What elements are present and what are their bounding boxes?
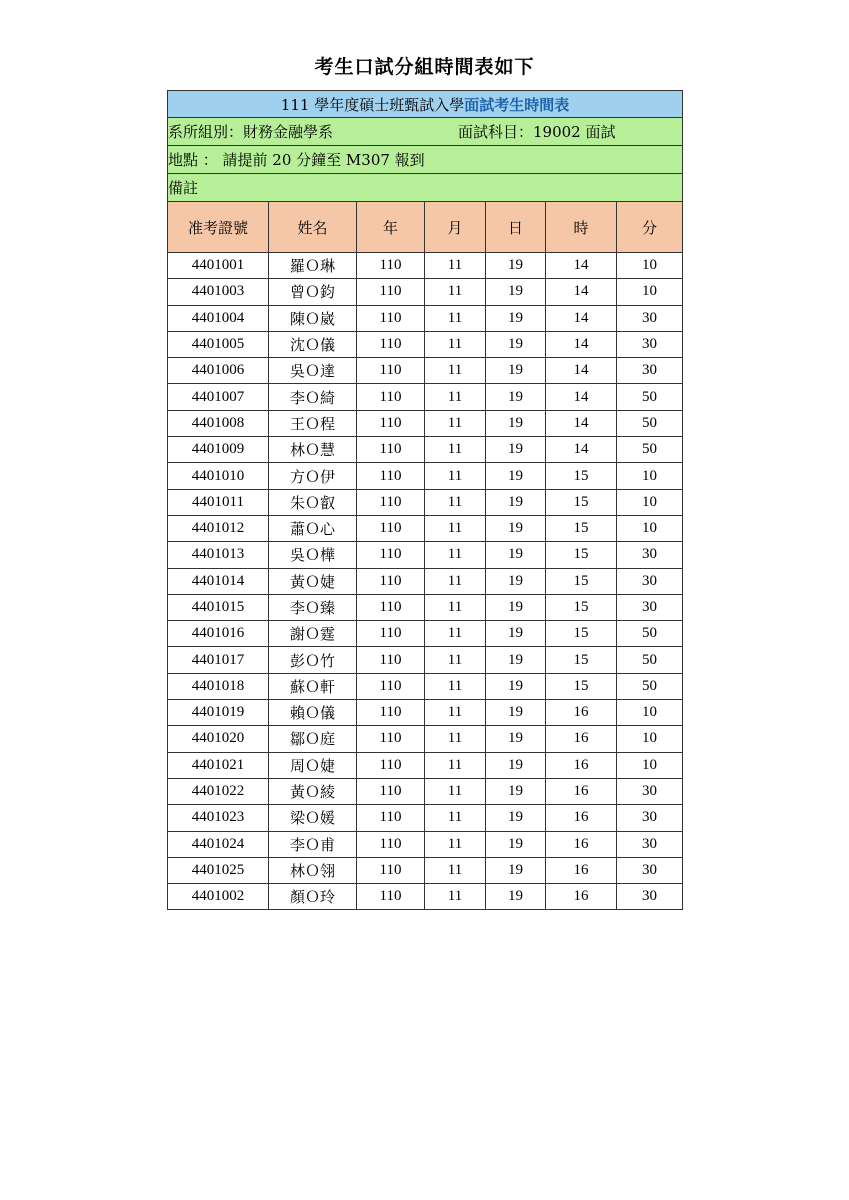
cell-month: 11 bbox=[425, 384, 486, 410]
cell-hour: 15 bbox=[546, 621, 617, 647]
table-row bbox=[168, 515, 683, 541]
cell-month: 11 bbox=[425, 331, 486, 357]
cell-hour: 14 bbox=[546, 253, 617, 279]
cell-month: 11 bbox=[425, 568, 486, 594]
header-year: 年 bbox=[357, 202, 425, 253]
cell-day: 19 bbox=[486, 568, 546, 594]
cell-minute: 30 bbox=[617, 568, 683, 594]
cell-year: 110 bbox=[357, 726, 425, 752]
cell-day: 19 bbox=[486, 831, 546, 857]
cell-name: 王Ｏ程 bbox=[269, 410, 357, 436]
cell-year: 110 bbox=[357, 279, 425, 305]
cell-hour: 15 bbox=[546, 647, 617, 673]
department-label: 系所組別：財務金融學系 bbox=[168, 123, 334, 141]
table-row bbox=[168, 752, 683, 778]
table-row bbox=[168, 726, 683, 752]
cell-year: 110 bbox=[357, 752, 425, 778]
cell-year: 110 bbox=[357, 778, 425, 804]
header-month: 月 bbox=[425, 202, 486, 253]
cell-year: 110 bbox=[357, 673, 425, 699]
banner-row bbox=[168, 91, 683, 118]
cell-minute: 50 bbox=[617, 384, 683, 410]
cell-hour: 16 bbox=[546, 726, 617, 752]
cell-exam-no: 4401003 bbox=[168, 279, 269, 305]
cell-name: 吳Ｏ樺 bbox=[269, 542, 357, 568]
cell-hour: 16 bbox=[546, 831, 617, 857]
cell-minute: 10 bbox=[617, 279, 683, 305]
table-row bbox=[168, 647, 683, 673]
cell-hour: 15 bbox=[546, 568, 617, 594]
cell-month: 11 bbox=[425, 621, 486, 647]
cell-minute: 10 bbox=[617, 515, 683, 541]
cell-month: 11 bbox=[425, 279, 486, 305]
cell-month: 11 bbox=[425, 437, 486, 463]
cell-name: 沈Ｏ儀 bbox=[269, 331, 357, 357]
cell-month: 11 bbox=[425, 700, 486, 726]
cell-exam-no: 4401020 bbox=[168, 726, 269, 752]
table-row bbox=[168, 857, 683, 883]
cell-exam-no: 4401009 bbox=[168, 437, 269, 463]
cell-hour: 15 bbox=[546, 594, 617, 620]
cell-name: 李Ｏ甫 bbox=[269, 831, 357, 857]
cell-name: 陳Ｏ崴 bbox=[269, 305, 357, 331]
cell-name: 謝Ｏ霆 bbox=[269, 621, 357, 647]
cell-year: 110 bbox=[357, 515, 425, 541]
location-row bbox=[168, 146, 683, 174]
cell-exam-no: 4401012 bbox=[168, 515, 269, 541]
cell-minute: 30 bbox=[617, 831, 683, 857]
cell-hour: 14 bbox=[546, 305, 617, 331]
cell-minute: 30 bbox=[617, 857, 683, 883]
table-row bbox=[168, 305, 683, 331]
table-row bbox=[168, 805, 683, 831]
cell-name: 蘇Ｏ軒 bbox=[269, 673, 357, 699]
cell-year: 110 bbox=[357, 463, 425, 489]
cell-exam-no: 4401008 bbox=[168, 410, 269, 436]
cell-day: 19 bbox=[486, 700, 546, 726]
cell-year: 110 bbox=[357, 857, 425, 883]
cell-month: 11 bbox=[425, 726, 486, 752]
table-row bbox=[168, 437, 683, 463]
table-row bbox=[168, 358, 683, 384]
cell-year: 110 bbox=[357, 884, 425, 910]
header-row bbox=[168, 202, 683, 253]
cell-day: 19 bbox=[486, 410, 546, 436]
cell-hour: 15 bbox=[546, 463, 617, 489]
cell-month: 11 bbox=[425, 647, 486, 673]
cell-minute: 10 bbox=[617, 489, 683, 515]
cell-year: 110 bbox=[357, 594, 425, 620]
cell-name: 黃Ｏ綾 bbox=[269, 778, 357, 804]
cell-day: 19 bbox=[486, 726, 546, 752]
table-row bbox=[168, 463, 683, 489]
cell-month: 11 bbox=[425, 542, 486, 568]
dept-row bbox=[168, 118, 683, 146]
table-row bbox=[168, 279, 683, 305]
cell-day: 19 bbox=[486, 358, 546, 384]
cell-day: 19 bbox=[486, 437, 546, 463]
cell-hour: 16 bbox=[546, 857, 617, 883]
cell-day: 19 bbox=[486, 594, 546, 620]
cell-month: 11 bbox=[425, 358, 486, 384]
cell-day: 19 bbox=[486, 673, 546, 699]
cell-exam-no: 4401006 bbox=[168, 358, 269, 384]
cell-day: 19 bbox=[486, 331, 546, 357]
cell-minute: 30 bbox=[617, 594, 683, 620]
cell-minute: 30 bbox=[617, 358, 683, 384]
cell-minute: 50 bbox=[617, 621, 683, 647]
cell-minute: 10 bbox=[617, 726, 683, 752]
cell-year: 110 bbox=[357, 358, 425, 384]
cell-name: 林Ｏ慧 bbox=[269, 437, 357, 463]
table-row bbox=[168, 700, 683, 726]
header-day: 日 bbox=[486, 202, 546, 253]
table-row bbox=[168, 778, 683, 804]
cell-name: 吳Ｏ達 bbox=[269, 358, 357, 384]
cell-exam-no: 4401024 bbox=[168, 831, 269, 857]
cell-year: 110 bbox=[357, 805, 425, 831]
cell-month: 11 bbox=[425, 253, 486, 279]
cell-minute: 10 bbox=[617, 253, 683, 279]
header-hour: 時 bbox=[546, 202, 617, 253]
cell-minute: 10 bbox=[617, 700, 683, 726]
cell-day: 19 bbox=[486, 778, 546, 804]
cell-day: 19 bbox=[486, 463, 546, 489]
cell-month: 11 bbox=[425, 515, 486, 541]
cell-exam-no: 4401015 bbox=[168, 594, 269, 620]
table-row bbox=[168, 253, 683, 279]
cell-exam-no: 4401005 bbox=[168, 331, 269, 357]
cell-year: 110 bbox=[357, 831, 425, 857]
cell-hour: 16 bbox=[546, 778, 617, 804]
cell-exam-no: 4401022 bbox=[168, 778, 269, 804]
document-title: 考生口試分組時間表如下 bbox=[314, 56, 535, 78]
cell-hour: 14 bbox=[546, 331, 617, 357]
subject-label: 面試科目：19002 面試 bbox=[458, 123, 616, 141]
cell-month: 11 bbox=[425, 673, 486, 699]
cell-exam-no: 4401016 bbox=[168, 621, 269, 647]
cell-hour: 16 bbox=[546, 700, 617, 726]
cell-name: 彭Ｏ竹 bbox=[269, 647, 357, 673]
remarks-label: 備註 bbox=[168, 174, 683, 202]
cell-year: 110 bbox=[357, 621, 425, 647]
cell-exam-no: 4401007 bbox=[168, 384, 269, 410]
cell-minute: 30 bbox=[617, 542, 683, 568]
banner-prefix: 111 學年度碩士班甄試入學 bbox=[280, 95, 465, 114]
cell-name: 林Ｏ翎 bbox=[269, 857, 357, 883]
cell-exam-no: 4401001 bbox=[168, 253, 269, 279]
cell-exam-no: 4401010 bbox=[168, 463, 269, 489]
cell-name: 梁Ｏ媛 bbox=[269, 805, 357, 831]
cell-month: 11 bbox=[425, 463, 486, 489]
cell-year: 110 bbox=[357, 410, 425, 436]
table-row bbox=[168, 673, 683, 699]
cell-year: 110 bbox=[357, 253, 425, 279]
cell-exam-no: 4401019 bbox=[168, 700, 269, 726]
cell-hour: 14 bbox=[546, 279, 617, 305]
cell-name: 羅Ｏ琳 bbox=[269, 253, 357, 279]
table-row bbox=[168, 410, 683, 436]
cell-month: 11 bbox=[425, 831, 486, 857]
cell-month: 11 bbox=[425, 857, 486, 883]
cell-day: 19 bbox=[486, 305, 546, 331]
cell-month: 11 bbox=[425, 884, 486, 910]
cell-minute: 50 bbox=[617, 437, 683, 463]
cell-day: 19 bbox=[486, 647, 546, 673]
cell-minute: 10 bbox=[617, 463, 683, 489]
cell-exam-no: 4401017 bbox=[168, 647, 269, 673]
cell-name: 顏Ｏ玲 bbox=[269, 884, 357, 910]
table-row bbox=[168, 331, 683, 357]
banner-cell bbox=[168, 91, 683, 118]
table-row bbox=[168, 831, 683, 857]
cell-minute: 50 bbox=[617, 647, 683, 673]
cell-name: 方Ｏ伊 bbox=[269, 463, 357, 489]
cell-name: 周Ｏ婕 bbox=[269, 752, 357, 778]
cell-name: 黃Ｏ婕 bbox=[269, 568, 357, 594]
cell-day: 19 bbox=[486, 279, 546, 305]
header-name: 姓名 bbox=[269, 202, 357, 253]
cell-month: 11 bbox=[425, 410, 486, 436]
cell-minute: 30 bbox=[617, 884, 683, 910]
cell-day: 19 bbox=[486, 515, 546, 541]
table-row bbox=[168, 384, 683, 410]
table-row bbox=[168, 884, 683, 910]
banner-highlight: 面試考生時間表 bbox=[464, 95, 570, 114]
cell-hour: 15 bbox=[546, 542, 617, 568]
cell-year: 110 bbox=[357, 542, 425, 568]
table-row bbox=[168, 621, 683, 647]
cell-year: 110 bbox=[357, 437, 425, 463]
cell-year: 110 bbox=[357, 647, 425, 673]
cell-exam-no: 4401011 bbox=[168, 489, 269, 515]
remarks-row bbox=[168, 174, 683, 202]
cell-hour: 14 bbox=[546, 384, 617, 410]
cell-name: 蕭Ｏ心 bbox=[269, 515, 357, 541]
cell-hour: 16 bbox=[546, 805, 617, 831]
cell-exam-no: 4401023 bbox=[168, 805, 269, 831]
cell-year: 110 bbox=[357, 384, 425, 410]
cell-name: 李Ｏ綺 bbox=[269, 384, 357, 410]
cell-minute: 30 bbox=[617, 305, 683, 331]
cell-name: 賴Ｏ儀 bbox=[269, 700, 357, 726]
cell-day: 19 bbox=[486, 857, 546, 883]
cell-day: 19 bbox=[486, 752, 546, 778]
cell-month: 11 bbox=[425, 805, 486, 831]
table-row bbox=[168, 542, 683, 568]
cell-year: 110 bbox=[357, 700, 425, 726]
cell-hour: 15 bbox=[546, 673, 617, 699]
table-row bbox=[168, 489, 683, 515]
cell-day: 19 bbox=[486, 542, 546, 568]
cell-name: 曾Ｏ鈞 bbox=[269, 279, 357, 305]
cell-name: 李Ｏ臻 bbox=[269, 594, 357, 620]
cell-hour: 15 bbox=[546, 515, 617, 541]
cell-day: 19 bbox=[486, 805, 546, 831]
cell-year: 110 bbox=[357, 489, 425, 515]
header-minute: 分 bbox=[617, 202, 683, 253]
cell-exam-no: 4401018 bbox=[168, 673, 269, 699]
cell-hour: 14 bbox=[546, 410, 617, 436]
cell-minute: 30 bbox=[617, 805, 683, 831]
cell-minute: 30 bbox=[617, 778, 683, 804]
cell-day: 19 bbox=[486, 253, 546, 279]
cell-year: 110 bbox=[357, 568, 425, 594]
cell-exam-no: 4401025 bbox=[168, 857, 269, 883]
cell-minute: 50 bbox=[617, 410, 683, 436]
table-row bbox=[168, 594, 683, 620]
cell-day: 19 bbox=[486, 489, 546, 515]
cell-day: 19 bbox=[486, 621, 546, 647]
cell-exam-no: 4401021 bbox=[168, 752, 269, 778]
cell-hour: 15 bbox=[546, 489, 617, 515]
cell-hour: 16 bbox=[546, 752, 617, 778]
location-label: 地點 ： 請提前 20 分鐘至 M307 報到 bbox=[168, 146, 683, 174]
cell-year: 110 bbox=[357, 305, 425, 331]
cell-year: 110 bbox=[357, 331, 425, 357]
cell-minute: 50 bbox=[617, 673, 683, 699]
cell-month: 11 bbox=[425, 752, 486, 778]
cell-exam-no: 4401014 bbox=[168, 568, 269, 594]
cell-name: 朱Ｏ叡 bbox=[269, 489, 357, 515]
cell-exam-no: 4401002 bbox=[168, 884, 269, 910]
cell-minute: 10 bbox=[617, 752, 683, 778]
cell-name: 鄒Ｏ庭 bbox=[269, 726, 357, 752]
cell-day: 19 bbox=[486, 384, 546, 410]
cell-month: 11 bbox=[425, 305, 486, 331]
cell-exam-no: 4401013 bbox=[168, 542, 269, 568]
cell-minute: 30 bbox=[617, 331, 683, 357]
cell-hour: 16 bbox=[546, 884, 617, 910]
cell-hour: 14 bbox=[546, 437, 617, 463]
interview-schedule-table bbox=[167, 90, 683, 910]
table-row bbox=[168, 568, 683, 594]
cell-month: 11 bbox=[425, 489, 486, 515]
cell-day: 19 bbox=[486, 884, 546, 910]
cell-month: 11 bbox=[425, 594, 486, 620]
cell-hour: 14 bbox=[546, 358, 617, 384]
cell-exam-no: 4401004 bbox=[168, 305, 269, 331]
header-exam-no: 准考證號 bbox=[168, 202, 269, 253]
cell-month: 11 bbox=[425, 778, 486, 804]
